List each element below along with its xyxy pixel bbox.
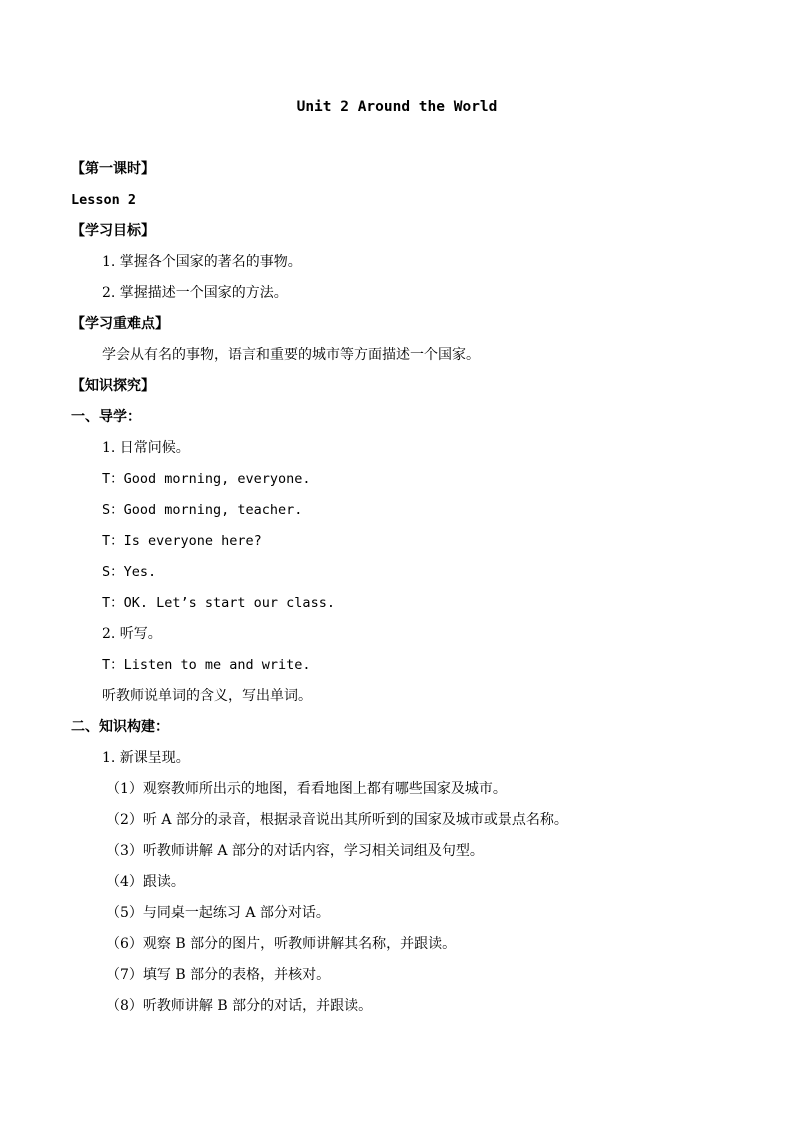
heading-key-points: 【学习重难点】	[71, 316, 169, 332]
key-points-paragraph: 学会从有名的事物，语言和重要的城市等方面描述一个国家。	[102, 347, 480, 363]
dialog-line: T：Good morning, everyone.	[102, 471, 311, 487]
document-body	[71, 159, 731, 1027]
guide-item-2: 2. 听写。	[102, 626, 162, 642]
dialog-line: T：Listen to me and write.	[102, 657, 311, 673]
dialog-line: S：Good morning, teacher.	[102, 502, 303, 518]
sub-step: （1）观察教师所出示的地图，看看地图上都有哪些国家及城市。	[106, 781, 507, 797]
sub-step: （7）填写 B 部分的表格，并核对。	[106, 967, 331, 983]
heading-knowledge-inquiry: 【知识探究】	[71, 378, 155, 394]
section-guide: 一、导学：	[71, 409, 141, 425]
objective-item-2: 2. 掌握描述一个国家的方法。	[102, 285, 288, 301]
heading-learning-objectives: 【学习目标】	[71, 223, 155, 239]
sub-step: （2）听 A 部分的录音，根据录音说出其所听到的国家及城市或景点名称。	[106, 812, 568, 828]
sub-step: （3）听教师讲解 A 部分的对话内容，学习相关词组及句型。	[106, 843, 484, 859]
dialog-line: S：Yes.	[102, 564, 157, 580]
document-title: Unit 2 Around the World	[296, 99, 498, 115]
sub-step: （6）观察 B 部分的图片，听教师讲解其名称，并跟读。	[106, 936, 457, 952]
dialog-line: T：OK. Let’s start our class.	[102, 595, 335, 611]
building-item-1: 1. 新课呈现。	[102, 750, 190, 766]
guide-item-1: 1. 日常问候。	[102, 440, 190, 456]
lesson-label: Lesson 2	[71, 192, 137, 208]
sub-step: （5）与同桌一起练习 A 部分对话。	[106, 905, 330, 921]
objective-item-1: 1. 掌握各个国家的著名的事物。	[102, 254, 302, 270]
section-knowledge-building: 二、知识构建：	[71, 719, 169, 735]
dictation-paragraph: 听教师说单词的含义，写出单词。	[102, 688, 312, 704]
sub-step: （8）听教师讲解 B 部分的对话，并跟读。	[106, 998, 373, 1014]
heading-first-period: 【第一课时】	[71, 161, 155, 177]
dialog-line: T：Is everyone here?	[102, 533, 262, 549]
sub-step: （4）跟读。	[106, 874, 185, 890]
